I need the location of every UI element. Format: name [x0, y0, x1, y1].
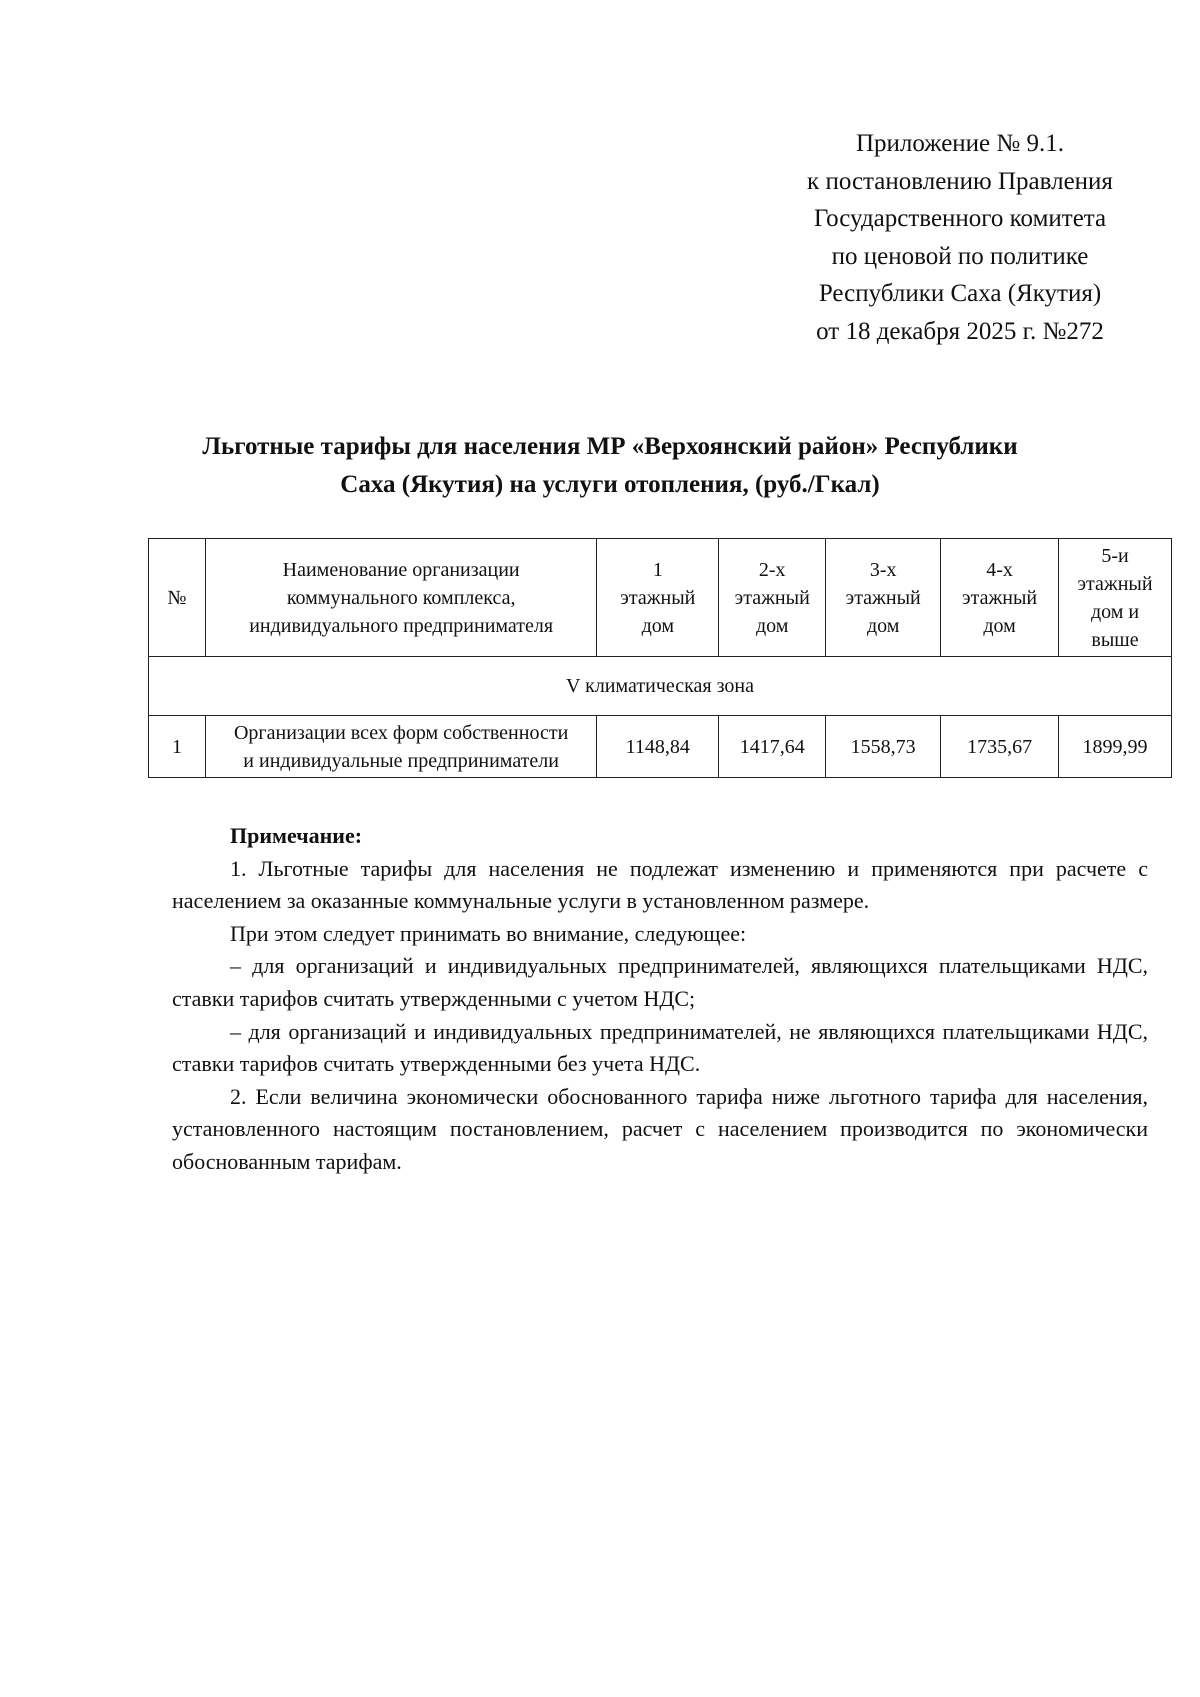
tariff-2-floor: 1417,64 [719, 716, 826, 778]
appendix-line: Приложение № 9.1. [855, 130, 1065, 157]
climate-zone-label: V климатическая зона [149, 657, 1172, 716]
tariff-4-floor: 1735,67 [941, 716, 1059, 778]
row-name-text: и индивидуальные предприниматели [243, 749, 559, 772]
header-text: этажный [620, 586, 696, 609]
tariff-5-floor-and-above: 1899,99 [1059, 716, 1172, 778]
appendix-header [770, 125, 1150, 350]
notes-section [172, 820, 1148, 1179]
title-line: Саха (Якутия) на услуги отопления, (руб./Гкал) [340, 471, 880, 498]
climate-zone-row [149, 657, 1172, 716]
note-paragraph: – для организаций и индивидуальных предпринимателей, являющихся плательщиками НДС, ставки тарифов считать утвержденными с учетом НДС; [172, 953, 1148, 1011]
header-text: коммунального комплекса, [286, 586, 516, 609]
header-text: дом [641, 614, 675, 637]
tariff-1-floor: 1148,84 [597, 716, 719, 778]
note-paragraph: При этом следует принимать во внимание, следующее: [230, 920, 747, 946]
table-header-row [149, 539, 1172, 657]
header-1-floor [597, 539, 719, 657]
header-text: этажный [1077, 572, 1153, 595]
header-text: дом и [1090, 600, 1140, 623]
header-4-floor [941, 539, 1059, 657]
appendix-line: к постановлению Правления [807, 167, 1113, 195]
appendix-line: Республики Саха (Якутия) [818, 280, 1102, 307]
appendix-line: по ценовой по политике [831, 242, 1089, 270]
tariff-3-floor: 1558,73 [826, 716, 941, 778]
header-text: Наименование организации [282, 558, 520, 581]
header-text: дом [756, 614, 789, 637]
appendix-line: Государственного комитета [813, 205, 1107, 232]
header-text: дом [983, 614, 1016, 637]
table-row [149, 716, 1172, 778]
row-organization [205, 716, 596, 778]
document-title [150, 428, 1070, 504]
row-name-text: Организации всех форм собственности [233, 721, 569, 744]
header-text: дом [866, 614, 900, 637]
header-text: этажный [962, 586, 1038, 609]
header-5-floor-and-above [1059, 539, 1172, 657]
header-organization [205, 539, 596, 657]
appendix-line: от 18 декабря 2025 г. №272 [816, 317, 1104, 345]
notes-heading: Примечание: [230, 823, 363, 848]
header-text: 5-и [1101, 544, 1129, 567]
tariff-table [148, 538, 1172, 778]
note-paragraph: 2. Если величина экономически обоснованного тарифа ниже льготного тарифа для населения, установленного настоящим постановлением, расчет с населением производится по экономически обоснованным тарифам. [172, 1083, 1148, 1174]
header-text: индивидуального предпринимателя [249, 614, 554, 637]
header-text: этажный [734, 586, 810, 609]
row-number: 1 [149, 716, 206, 778]
header-text: выше [1091, 628, 1139, 651]
note-paragraph: 1. Льготные тарифы для населения не подлежат изменению и применяются при расчете с населением за оказанные коммунальные услуги в установленном размере. [172, 855, 1148, 914]
header-number: № [149, 539, 206, 657]
title-line: Льготные тарифы для населения МР «Верхоянский район» Республики [202, 433, 1018, 460]
header-text: 4-х [986, 558, 1013, 581]
header-text: 2-х [758, 558, 786, 581]
header-text: 1 [652, 558, 663, 581]
note-paragraph: – для организаций и индивидуальных предпринимателей, не являющихся плательщиками НДС, ставки тарифов считать утвержденными без учета НДС. [172, 1018, 1148, 1077]
header-text: этажный [845, 586, 921, 609]
header-3-floor [826, 539, 941, 657]
header-text: 3-х [869, 558, 897, 581]
header-2-floor [719, 539, 826, 657]
